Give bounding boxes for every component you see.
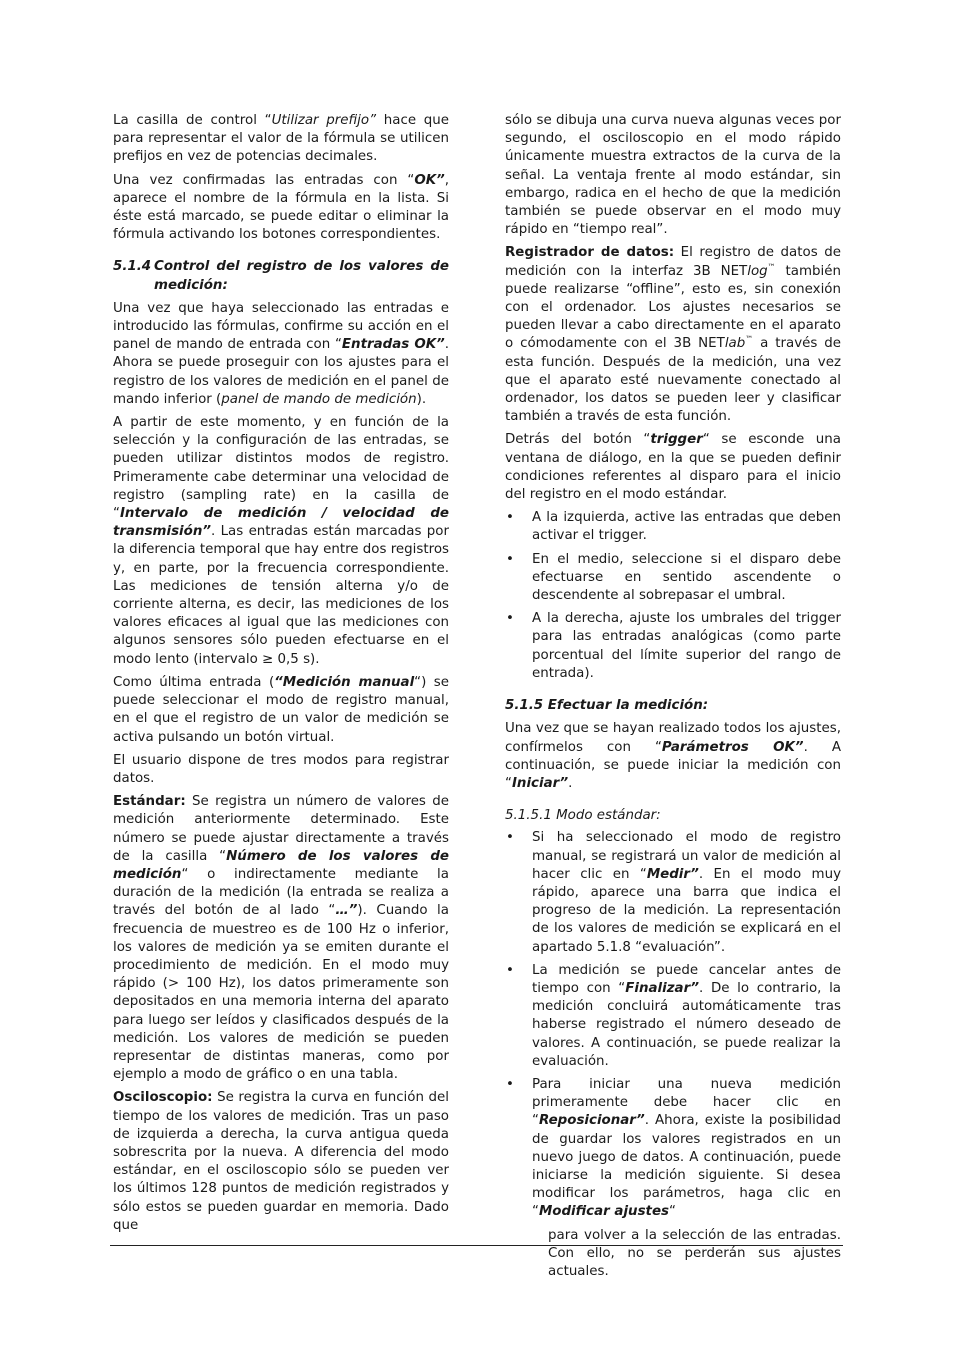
text: La casilla de control “ [113,113,272,128]
paragraph-oscilloscope [113,1089,449,1235]
text: hace que para representar el valor de la fórmula se utilicen prefijos en vez de potencias decimales. [113,113,450,165]
text: La medición se puede cancelar antes de tiempo con “ [532,962,841,996]
text: a través de esta función. Después de la medición, una vez que el aparato esté nuevamente conectado al ordenador, los datos se pueden leer y clasificar también a través de esta función. [505,336,841,425]
text: Medir” [646,866,699,882]
paragraph-manual [113,674,449,747]
text: “Medición manual [274,674,415,690]
trigger-list [505,509,841,683]
text: . [568,775,573,791]
text: “ se esconde una ventana de diálogo, en la que se pueden definir condiciones referentes al disparo para el inicio del registro en el modo estándar. [505,432,841,503]
term-label: Estándar: [113,794,186,810]
paragraph-datalogger [505,244,841,426]
text: Parámetros OK” [661,739,804,755]
text: . En el modo muy rápido, aparece una barra que indica el progreso de la medición. La representación de los valores de medición se explicará en el apartado 5.1.8 “evaluación”. [532,866,841,955]
paragraph-start-measurement [505,720,841,793]
text: , aparece el nombre de la fórmula en la lista. Si éste está marcado, se puede editar o eliminar la fórmula activando los botones correspondientes. [113,172,449,243]
text: Finalizar” [625,980,700,996]
paragraph-modify-settings: para volver a la selección de las entradas. Con ello, no se perderán sus ajustes actuales. [548,1227,841,1279]
section-number: 5.1.4 [113,259,152,275]
list-item [505,829,841,956]
text: . Ahora se puede proseguir con los ajustes para el registro de los valores de medición en el panel de mando inferior ( [113,337,450,407]
text: …” [335,903,358,919]
subsection-heading-5-1-5-1: 5.1.5.1 Modo estándar: [505,808,661,824]
list-item [505,962,841,1071]
text: El registro de datos de medición con la interfaz 3B NET [505,245,841,279]
text: Reposicionar” [538,1113,645,1129]
text: OK” [414,172,445,188]
text: trigger [650,432,703,448]
text: ). [416,391,427,407]
text: “ [669,1204,676,1220]
paragraph-oscilloscope-cont: sólo se dibuja una curva nueva algunas veces por segundo, el osciloscopio en el modo rápido únicamente muestra extractos de la curva de la señal. La ventaja frente al modo estándar, sin embargo, radica en el hecho de que la medición también se puede observar en el modo muy rápido en “tiempo real”. [505,113,841,238]
text: Iniciar” [511,775,569,791]
text: “ o indirectamente mediante la duración de la medición (la entrada se realiza a través del botón de al lado “ [113,866,449,919]
term-label: Registrador de datos: [505,245,675,261]
text: Para iniciar una nueva medición primeramente debe hacer clic en “ [532,1076,841,1129]
list-item: • A la derecha, ajuste los umbrales del trigger para las entradas analógicas (como parte porcentual del límite superior del rango de entrada). [505,610,841,683]
text: Intervalo de medición / velocidad de transmisión” [113,506,449,540]
text: log [747,263,768,279]
text: Detrás del botón “ [505,432,651,448]
paragraph-standard [113,793,449,1084]
text: A partir de este momento, y en función de la selección y la configuración de las entradas, se pueden utilizar distintos modos de registro. Primeramente cabe determinar una velocidad de registro (sampling rate) en la casilla de “ [113,415,449,522]
text: Número de los valores de medición [113,848,449,882]
right-column [505,112,841,1286]
text: . A continuación, se puede iniciar la medición con “ [505,739,841,791]
text: Como última entrada ( [113,674,275,690]
paragraph-three-modes: El usuario dispone de tres modos para registrar datos. [113,752,449,786]
list-item: • A la izquierda, active las entradas que deben activar el trigger. [505,509,841,545]
text: panel de mando de medición [221,391,417,407]
section-heading-5-1-5: 5.1.5 Efectuar la medición: [505,698,709,714]
term-label: Osciloscopio: [113,1090,213,1106]
text: Una vez que haya seleccionado las entradas e introducido las fórmulas, confirme su acción en el panel de mando de entrada con “ [113,300,449,353]
text: Utilizar prefijo” [271,113,377,128]
text: . De lo contrario, la medición concluirá automáticamente tras haberse registrado el número deseado de valores. A continuación, se puede realizar la evaluación. [532,980,841,1069]
standard-mode-list [505,829,841,1221]
text: Entradas OK” [341,337,445,353]
text: Una vez que se hayan realizado todos los ajustes, confírmelos con “ [505,721,841,755]
paragraph-trigger [505,431,841,504]
list-item [505,1076,841,1222]
text: lab [724,336,746,352]
text: . Ahora, existe la posibilidad de guardar los valores registrados en un nuevo juego de datos. A continuación, puede iniciarse la medición siguiente. Si desea modificar los parámetros, haga clic en “ [532,1113,841,1220]
paragraph-inputs-ok [113,300,449,409]
text: Si ha seleccionado el modo de registro manual, se registrará un valor de medición al hacer clic en “ [532,830,841,882]
text: “) se puede seleccionar el modo de registro manual, en el que el registro de un valor de medición se activa pulsando un botón virtual. [113,674,449,745]
text: Se registra la curva en función del tiempo de los valores de medición. Tras un paso de izquierda a derecha, la curva antigua queda sobrescrita por la nueva. A diferencia del modo estándar, en el osciloscopio sólo se pueden ver los últimos 128 puntos de medición registrados y sólo estos se pueden guardar en memoria. Dado que [113,1090,449,1233]
paragraph-ok [113,172,449,245]
list-item: • En el medio, seleccione si el disparo debe efectuarse en sentido ascendente o descendente al sobrepasar el umbral. [505,551,841,606]
text: . Las entradas están marcadas por la diferencia temporal que hay entre dos registros y, en parte, por la frecuencia correspondiente. Las mediciones de tensión alterna y/o de corriente alterna, es decir, las mediciones de los valores eficaces al igual que las mediciones con algunos sensores sólo pueden efectuarse en el modo lento (intervalo ≥ 0,5 s). [113,524,449,667]
text: ). Cuando la frecuencia de muestreo es de 100 Hz o inferior, los valores de medición ya se emiten durante el procedimiento de medición. En el modo muy rápido (> 100 Hz), los datos primeramente son depositados en una memoria interna del aparato para luego ser leídos y clasificados después de la medición. Los valores de medición se pueden representar de distintas maneras, como por ejemplo a modo de gráfico o en una tabla. [113,903,449,1083]
trademark: ™ [767,262,776,272]
text: Una vez confirmadas las entradas con “ [113,172,415,188]
left-column [113,112,449,1240]
section-heading-5-1-4 [113,258,449,294]
text: también puede realizarse “offline”, esto es, sin conexión con el ordenador. Los ajustes necesarios se pueden llevar a cabo directamente en el aparato o cómodamente con el 3B NET [505,263,841,352]
section-title: Control del registro de los valores de medición: [154,259,449,293]
paragraph-prefix [113,112,449,167]
text: Se registra un número de valores de medición anteriormente determinado. Este número se puede ajustar directamente a través de la casilla “ [113,794,449,864]
footer-divider [110,1245,843,1246]
trademark: ™ [745,334,754,344]
paragraph-modes [113,414,449,669]
text: Modificar ajustes [538,1204,669,1220]
